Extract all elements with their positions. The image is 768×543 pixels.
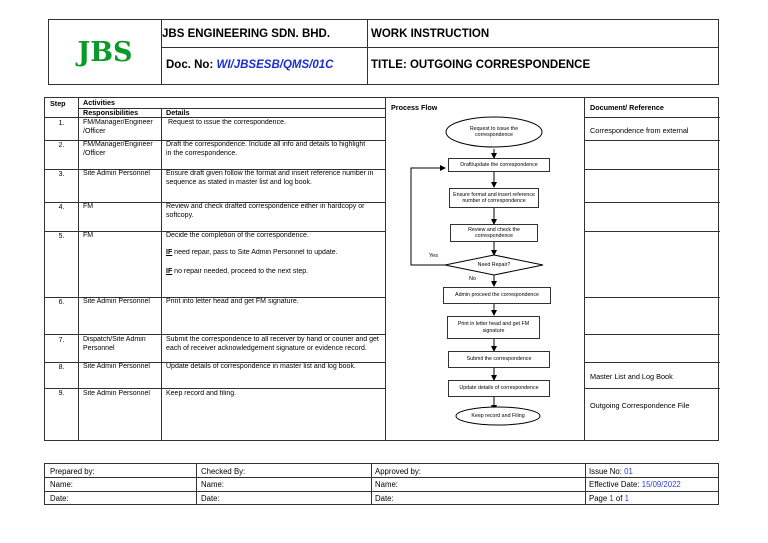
yes-loop-arrow: [411, 168, 445, 265]
responsibility: FM/Manager/Engineer /Officer: [83, 119, 153, 135]
responsibility: FM: [83, 203, 94, 210]
issue-number: Issue No: 01: [589, 467, 633, 476]
activity-details: Print into letter head and get FM signature.: [166, 298, 299, 305]
effective-date: Effective Date: 15/09/2022: [589, 480, 681, 489]
activity-details: Update details of correspondence in master list and log book.: [166, 363, 356, 370]
step-number: 1.: [58, 120, 65, 127]
responsibility: Site Admin Personnel: [83, 363, 150, 370]
activity-details: Draft the correspondence. Include all info and details to highlight in the correspondence.: [166, 141, 366, 157]
activity-details: Ensure draft given follow the format and insert reference number in sequence as stated in master list and log book.: [166, 170, 374, 186]
flow-start-label: Request to issue the correspondence: [469, 125, 519, 138]
responsibility: FM/Manager/Engineer /Officer: [83, 141, 153, 157]
document-reference: Master List and Log Book: [590, 373, 673, 381]
approval-footer: [44, 463, 719, 505]
document-type: WORK INSTRUCTION: [371, 28, 490, 40]
header-step: Step: [50, 100, 66, 108]
header-process-flow: Process Flow: [391, 104, 438, 112]
flow-end-label: Keep record and Filing: [471, 412, 525, 419]
checked-name-label: Name:: [201, 480, 224, 489]
activity-details: Request to issue the correspondence.: [168, 119, 286, 126]
flow-no-label: No: [469, 276, 477, 282]
responsibility: Site Admin Personnel: [83, 170, 150, 177]
flow-step-draft: Draft/update the correspondence: [448, 158, 550, 172]
document-title: TITLE: OUTGOING CORRESPONDENCE: [371, 59, 591, 71]
activity-details: Review and check drafted correspondence either in hardcopy or softcopy.: [166, 203, 365, 219]
flow-step-submit: Submit the correspondence: [448, 351, 550, 368]
work-instruction-table: [44, 97, 719, 441]
step-number: 7.: [58, 337, 65, 344]
company-name: JBS ENGINEERING SDN. BHD.: [162, 28, 331, 40]
header-responsibilities: Responsibilities: [83, 109, 139, 117]
flow-yes-label: Yes: [429, 253, 438, 259]
responsibility: FM: [83, 232, 94, 239]
header-activities: Activities: [83, 99, 115, 107]
checked-date-label: Date:: [201, 494, 220, 503]
step-number: 9.: [58, 390, 65, 397]
company-logo: JBS: [77, 37, 133, 68]
flow-step-admin: Admin proceed the correspondence: [443, 287, 551, 304]
step-number: 8.: [58, 364, 65, 371]
step-number: 5.: [58, 233, 65, 240]
approved-name-label: Name:: [375, 480, 398, 489]
responsibility: Site Admin Personnel: [83, 390, 150, 397]
document-reference: Outgoing Correspondence File: [590, 402, 690, 410]
checked-by-label: Checked By:: [201, 467, 246, 476]
document-reference: Correspondence from external: [590, 127, 689, 135]
flow-step-review: Review and check the correspondence: [450, 224, 538, 242]
responsibility: Site Admin Personnel: [83, 298, 150, 305]
approved-by-label: Approved by:: [375, 467, 421, 476]
flow-decision-label: Need Repair?: [477, 261, 511, 268]
step-number: 4.: [58, 204, 65, 211]
prepared-name-label: Name:: [50, 480, 73, 489]
activity-condition: IF no repair needed, proceed to the next step.: [166, 268, 309, 275]
activity-details: Keep record and filing.: [166, 390, 237, 397]
step-number: 3.: [58, 171, 65, 178]
responsibility: Dispatch/Site Admin Personnel: [83, 336, 146, 352]
process-flow-diagram: [45, 98, 720, 442]
header-document-reference: Document/ Reference: [590, 104, 664, 112]
document-number: Doc. No: WI/JBSESB/QMS/01C: [166, 59, 334, 71]
approved-date-label: Date:: [375, 494, 394, 503]
flow-step-format: Ensure format and insert reference number of correspondence: [449, 188, 539, 208]
header-details: Details: [166, 109, 190, 117]
flow-step-print: Print in letter head and get FM signature: [447, 316, 540, 339]
page-number: Page 1 of 1: [589, 494, 629, 503]
activity-condition: IF need repair, pass to Site Admin Personnel to update.: [166, 249, 338, 256]
activity-details: Decide the completion of the correspondence.: [166, 232, 309, 239]
prepared-by-label: Prepared by:: [50, 467, 95, 476]
flow-step-update: Update details of correspondence: [448, 380, 550, 397]
prepared-date-label: Date:: [50, 494, 69, 503]
activity-details: Submit the correspondence to all receiver by hand or courier and get each of receiver acknowledgement signature or evidence record.: [166, 336, 379, 352]
step-number: 2.: [58, 142, 65, 149]
step-number: 6.: [58, 299, 65, 306]
document-header: [48, 19, 719, 85]
